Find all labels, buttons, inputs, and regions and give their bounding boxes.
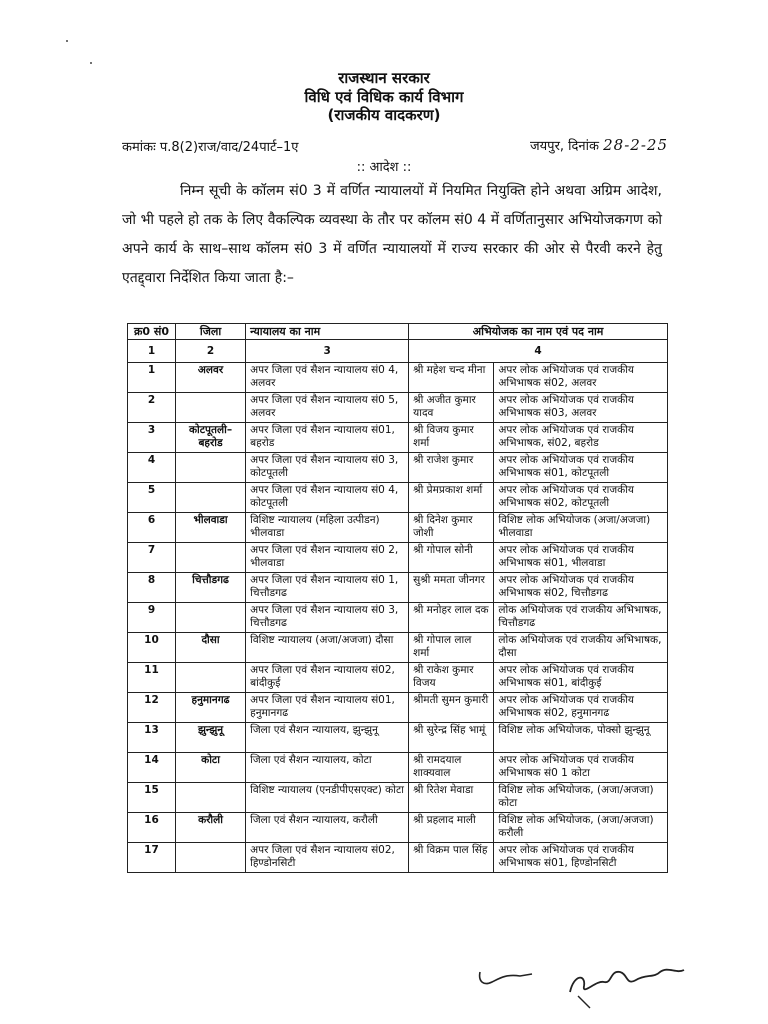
row-district [175, 483, 245, 513]
row-serial-number: 13 [128, 723, 176, 753]
table-row [128, 453, 668, 483]
row-district: अलवर [175, 363, 245, 393]
table-row [128, 423, 668, 453]
header-department: विधि एवं विधिक कार्य विभाग [304, 88, 464, 106]
row-court-name: विशिष्ट न्यायालय (एनडीपीएसएक्ट) कोटा [246, 783, 409, 813]
row-serial-number: 3 [128, 423, 176, 453]
row-prosecutor-name: श्री गोपाल लाल शर्मा [409, 633, 494, 663]
assignment-table [127, 323, 668, 873]
row-prosecutor-name: श्रीमती सुमन कुमारी [409, 693, 494, 723]
row-district: कोटा [175, 753, 245, 783]
table-column-number-row [128, 340, 668, 363]
header-government: राजस्थान सरकार [338, 69, 430, 87]
row-prosecutor-name: श्री दिनेश कुमार जोशी [409, 513, 494, 543]
date-prefix: जयपुर, दिनांक [530, 139, 599, 154]
row-prosecutor-post: अपर लोक अभियोजक एवं राजकीय अभिभाषक सं02, हनुमानगढ [494, 693, 668, 723]
row-court-name: अपर जिला एवं सैशन न्यायालय सं0 3, चित्तौडगढ [246, 603, 409, 633]
row-district [175, 843, 245, 873]
row-serial-number: 6 [128, 513, 176, 543]
row-district: कोटपूतली–बहरोड [175, 423, 245, 453]
col-number: 2 [175, 340, 245, 363]
row-prosecutor-name: सुश्री ममता जीनगर [409, 573, 494, 603]
row-court-name: अपर जिला एवं सैशन न्यायालय सं0 3, कोटपूतली [246, 453, 409, 483]
row-prosecutor-post: अपर लोक अभियोजक एवं राजकीय अभिभाषक सं01, भीलवाडा [494, 543, 668, 573]
handwritten-date: 28-2-25 [603, 136, 668, 154]
header-section: (राजकीय वादकरण) [327, 106, 441, 124]
row-prosecutor-post: अपर लोक अभियोजक एवं राजकीय अभिभाषक सं03, अलवर [494, 393, 668, 423]
row-serial-number: 2 [128, 393, 176, 423]
row-serial-number: 8 [128, 573, 176, 603]
order-title: :: आदेश :: [356, 160, 412, 175]
row-prosecutor-name: श्री विक्रम पाल सिंह [409, 843, 494, 873]
row-prosecutor-post: अपर लोक अभियोजक एवं राजकीय अभिभाषक सं02, कोटपूतली [494, 483, 668, 513]
row-prosecutor-name: श्री गोपाल सोनी [409, 543, 494, 573]
table-row [128, 723, 668, 753]
row-prosecutor-post: अपर लोक अभियोजक एवं राजकीय अभिभाषक सं02, अलवर [494, 363, 668, 393]
row-serial-number: 14 [128, 753, 176, 783]
row-prosecutor-name: श्री प्रेमप्रकाश शर्मा [409, 483, 494, 513]
row-prosecutor-name: श्री महेश चन्द मीना [409, 363, 494, 393]
row-court-name: अपर जिला एवं सैशन न्यायालय सं02, हिण्डोनसिटी [246, 843, 409, 873]
row-district [175, 453, 245, 483]
col-number: 4 [409, 340, 668, 363]
row-serial-number: 11 [128, 663, 176, 693]
table-row [128, 513, 668, 543]
row-court-name: अपर जिला एवं सैशन न्यायालय सं02, बांदीकुई [246, 663, 409, 693]
row-prosecutor-post: अपर लोक अभियोजक एवं राजकीय अभिभाषक सं02, चित्तौडगढ [494, 573, 668, 603]
row-serial-number: 9 [128, 603, 176, 633]
table-row [128, 393, 668, 423]
row-serial-number: 15 [128, 783, 176, 813]
row-court-name: अपर जिला एवं सैशन न्यायालय सं0 1, चित्तौडगढ [246, 573, 409, 603]
row-court-name: विशिष्ट न्यायालय (महिला उत्पीडन) भीलवाडा [246, 513, 409, 543]
row-court-name: जिला एवं सैशन न्यायालय, करौली [246, 813, 409, 843]
row-district: चित्तौडगढ [175, 573, 245, 603]
row-prosecutor-name: श्री प्रहलाद माली [409, 813, 494, 843]
row-district [175, 663, 245, 693]
row-prosecutor-post: विशिष्ट लोक अभियोजक, (अजा/अजजा) कोटा [494, 783, 668, 813]
row-prosecutor-post: लोक अभियोजक एवं राजकीय अभिभाषक, दौसा [494, 633, 668, 663]
row-prosecutor-name: श्री सुरेन्द्र सिंह भामूं [409, 723, 494, 753]
row-district [175, 543, 245, 573]
row-court-name: अपर जिला एवं सैशन न्यायालय सं0 5, अलवर [246, 393, 409, 423]
row-court-name: अपर जिला एवं सैशन न्यायालय सं0 4, अलवर [246, 363, 409, 393]
row-serial-number: 5 [128, 483, 176, 513]
order-paragraph [122, 177, 662, 293]
row-court-name: अपर जिला एवं सैशन न्यायालय सं0 2, भीलवाडा [246, 543, 409, 573]
table-row [128, 663, 668, 693]
row-district [175, 783, 245, 813]
row-court-name: जिला एवं सैशन न्यायालय, झुन्झुनू [246, 723, 409, 753]
row-district: भीलवाडा [175, 513, 245, 543]
row-prosecutor-post: लोक अभियोजक एवं राजकीय अभिभाषक, चित्तौडगढ [494, 603, 668, 633]
row-serial-number: 12 [128, 693, 176, 723]
col-header-court: न्यायालय का नाम [246, 324, 409, 340]
row-district: दौसा [175, 633, 245, 663]
table-row [128, 363, 668, 393]
table-header-row [128, 324, 668, 340]
row-prosecutor-name: श्री अजीत कुमार यादव [409, 393, 494, 423]
row-court-name: अपर जिला एवं सैशन न्यायालय सं0 4, कोटपूतली [246, 483, 409, 513]
row-prosecutor-name: श्री राकेश कुमार विजय [409, 663, 494, 693]
scan-speck [90, 62, 92, 64]
table-row [128, 573, 668, 603]
scan-speck [66, 40, 68, 42]
row-prosecutor-post: अपर लोक अभियोजक एवं राजकीय अभिभाषक सं01, बांदीकुई [494, 663, 668, 693]
signature [470, 952, 710, 1012]
row-prosecutor-post: विशिष्ट लोक अभियोजक, पोक्सो झुन्झुनू [494, 723, 668, 753]
row-serial-number: 7 [128, 543, 176, 573]
col-number: 3 [246, 340, 409, 363]
row-prosecutor-name: श्री राजेश कुमार [409, 453, 494, 483]
row-court-name: विशिष्ट न्यायालय (अजा/अजजा) दौसा [246, 633, 409, 663]
row-prosecutor-post: विशिष्ट लोक अभियोजक (अजा/अजजा) भीलवाडा [494, 513, 668, 543]
row-district [175, 393, 245, 423]
row-district [175, 603, 245, 633]
reference-number: कमांकः प.8(2)राज/वाद/24पार्ट–1ए [122, 140, 299, 155]
table-row [128, 633, 668, 663]
table-row [128, 753, 668, 783]
table-row [128, 843, 668, 873]
row-district: करौली [175, 813, 245, 843]
row-prosecutor-name: श्री मनोहर लाल दक [409, 603, 494, 633]
table-row [128, 813, 668, 843]
row-prosecutor-post: विशिष्ट लोक अभियोजक, (अजा/अजजा) करौली [494, 813, 668, 843]
col-number: 1 [128, 340, 176, 363]
table-row [128, 483, 668, 513]
col-header-sno: क्र0 सं0 [128, 324, 176, 340]
row-serial-number: 1 [128, 363, 176, 393]
order-paragraph-text: निम्न सूची के कॉलम सं0 3 में वर्णित न्यायालयों में नियमित नियुक्ति होने अथवा अग्रिम आदेश, जो भी पहले हो तक के लिए वैकल्पिक व्यवस्था के तौर पर कॉलम सं0 4 में वर्णितानुसार अभियोजकगण को अपने कार्य के साथ–साथ कॉलम सं0 3 में वर्णित न्यायालयों में राज्य सरकार की ओर से पैरवी करने हेतु एतद्द्वारा निर्देशित किया जाता है:– [122, 183, 662, 286]
row-district: झुन्झुनू [175, 723, 245, 753]
row-prosecutor-name: श्री रितेश मेवाडा [409, 783, 494, 813]
row-court-name: अपर जिला एवं सैशन न्यायालय सं01, हनुमानगढ [246, 693, 409, 723]
row-district: हनुमानगढ [175, 693, 245, 723]
row-prosecutor-post: अपर लोक अभियोजक एवं राजकीय अभिभाषक सं01, कोटपूतली [494, 453, 668, 483]
row-court-name: जिला एवं सैशन न्यायालय, कोटा [246, 753, 409, 783]
row-prosecutor-post: अपर लोक अभियोजक एवं राजकीय अभिभाषक सं0 1 कोटा [494, 753, 668, 783]
row-serial-number: 17 [128, 843, 176, 873]
row-prosecutor-post: अपर लोक अभियोजक एवं राजकीय अभिभाषक, सं02, बहरोड [494, 423, 668, 453]
row-prosecutor-post: अपर लोक अभियोजक एवं राजकीय अभिभाषक सं01, हिण्डोनसिटी [494, 843, 668, 873]
row-serial-number: 16 [128, 813, 176, 843]
row-prosecutor-name: श्री रामदयाल शाक्यवाल [409, 753, 494, 783]
row-court-name: अपर जिला एवं सैशन न्यायालय सं01, बहरोड [246, 423, 409, 453]
row-prosecutor-name: श्री विजय कुमार शर्मा [409, 423, 494, 453]
row-serial-number: 4 [128, 453, 176, 483]
row-serial-number: 10 [128, 633, 176, 663]
col-header-district: जिला [175, 324, 245, 340]
date-line [530, 136, 668, 154]
table-row [128, 693, 668, 723]
table-row [128, 543, 668, 573]
col-header-prosecutor: अभियोजक का नाम एवं पद नाम [409, 324, 668, 340]
table-body [128, 363, 668, 873]
table-row [128, 603, 668, 633]
table-row [128, 783, 668, 813]
